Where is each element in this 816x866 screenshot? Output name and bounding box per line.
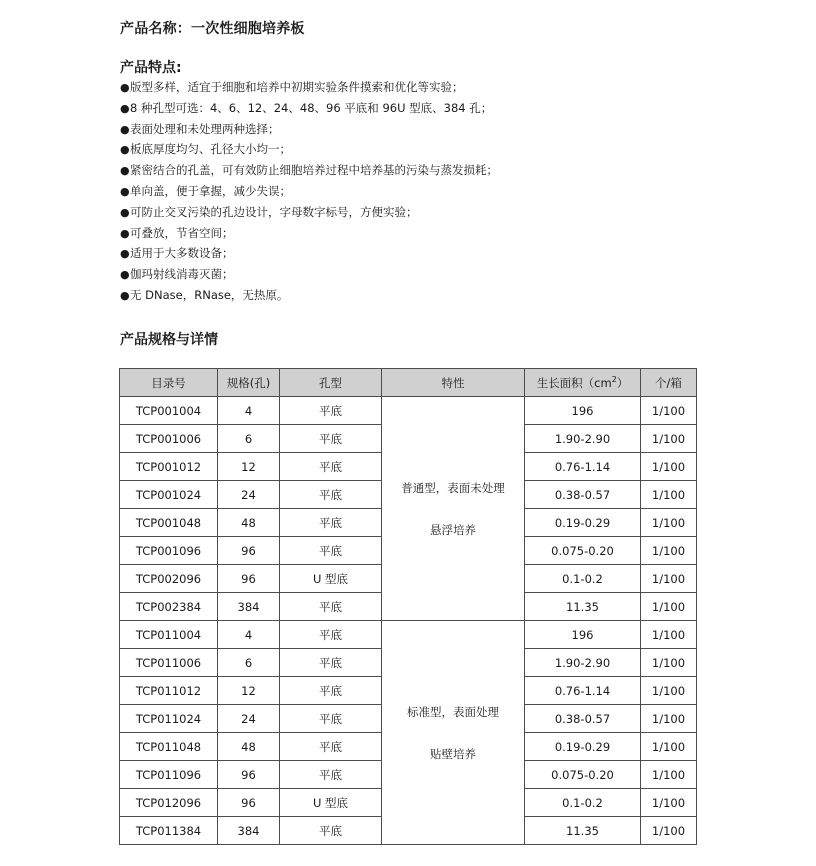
- header-area-prefix: 生长面积（cm: [536, 375, 612, 390]
- cell-catalog: TCP011096: [120, 761, 218, 789]
- cell-type: U 型底: [280, 789, 382, 817]
- cell-area: 0.38-0.57: [525, 705, 641, 733]
- header-area: [525, 369, 641, 397]
- cell-wells: 4: [218, 621, 280, 649]
- features-heading: 产品特点:: [120, 60, 182, 76]
- feature-text: 可叠放，节省空间；: [130, 225, 234, 240]
- bullet-icon: ●: [120, 143, 130, 157]
- cell-per-box: 1/100: [641, 733, 697, 761]
- cell-wells: 24: [218, 705, 280, 733]
- cell-type: 平底: [280, 453, 382, 481]
- cell-type: 平底: [280, 733, 382, 761]
- cell-type: 平底: [280, 481, 382, 509]
- header-property: 特性: [382, 369, 525, 397]
- page-title: 产品名称：一次性细胞培养板: [120, 21, 305, 37]
- feature-text: 可防止交叉污染的孔边设计，字母数字标号，方便实验；: [130, 204, 418, 219]
- cell-per-box: 1/100: [641, 425, 697, 453]
- property-line1: 标准型，表面处理: [407, 704, 499, 719]
- feature-item: [120, 181, 498, 202]
- feature-text: 伽玛射线消毒灭菌；: [130, 267, 234, 282]
- feature-text: 适用于大多数设备；: [130, 246, 234, 261]
- cell-wells: 96: [218, 565, 280, 593]
- cell-area: 0.76-1.14: [525, 677, 641, 705]
- cell-wells: 96: [218, 537, 280, 565]
- cell-wells: 96: [218, 789, 280, 817]
- bullet-icon: ●: [120, 184, 130, 198]
- cell-area: 0.1-0.2: [525, 565, 641, 593]
- cell-per-box: 1/100: [641, 677, 697, 705]
- cell-per-box: 1/100: [641, 817, 697, 845]
- cell-wells: 12: [218, 677, 280, 705]
- feature-text: 无 DNase，RNase，无热原。: [130, 287, 289, 302]
- bullet-icon: ●: [120, 226, 130, 240]
- cell-type: 平底: [280, 621, 382, 649]
- feature-text: 单向盖，便于拿握，减少失误；: [130, 183, 291, 198]
- cell-per-box: 1/100: [641, 481, 697, 509]
- table-row: [120, 397, 697, 425]
- cell-wells: 48: [218, 509, 280, 537]
- cell-catalog: TCP011004: [120, 621, 218, 649]
- bullet-icon: ●: [120, 122, 130, 136]
- table-header-row: [120, 369, 697, 397]
- cell-catalog: TCP001096: [120, 537, 218, 565]
- cell-catalog: TCP011024: [120, 705, 218, 733]
- feature-item: [120, 119, 498, 140]
- cell-per-box: 1/100: [641, 453, 697, 481]
- cell-area: 0.38-0.57: [525, 481, 641, 509]
- cell-area: 0.19-0.29: [525, 733, 641, 761]
- feature-text: 紧密结合的孔盖，可有效防止细胞培养过程中培养基的污染与蒸发损耗；: [130, 163, 498, 178]
- cell-wells: 6: [218, 649, 280, 677]
- cell-area: 0.76-1.14: [525, 453, 641, 481]
- feature-item: [120, 77, 498, 98]
- cell-area: 11.35: [525, 817, 641, 845]
- feature-item: [120, 243, 498, 264]
- feature-item: [120, 160, 498, 181]
- cell-area: 1.90-2.90: [525, 425, 641, 453]
- header-wells: 规格(孔): [218, 369, 280, 397]
- header-area-sup: 2: [611, 374, 617, 384]
- header-well-type: 孔型: [280, 369, 382, 397]
- cell-type: 平底: [280, 593, 382, 621]
- feature-item: [120, 202, 498, 223]
- cell-wells: 24: [218, 481, 280, 509]
- cell-catalog: TCP011384: [120, 817, 218, 845]
- header-area-suffix: ）: [616, 375, 629, 390]
- bullet-icon: ●: [120, 268, 130, 282]
- cell-property-group: [382, 621, 525, 845]
- feature-item: [120, 139, 498, 160]
- cell-wells: 96: [218, 761, 280, 789]
- cell-type: 平底: [280, 537, 382, 565]
- cell-catalog: TCP001012: [120, 453, 218, 481]
- cell-type: 平底: [280, 649, 382, 677]
- cell-catalog: TCP012096: [120, 789, 218, 817]
- cell-area: 196: [525, 621, 641, 649]
- header-catalog: 目录号: [120, 369, 218, 397]
- table-row: [120, 621, 697, 649]
- feature-text: 版型多样，适宜于细胞和培养中初期实验条件摸索和优化等实验；: [130, 80, 464, 94]
- cell-type: 平底: [280, 397, 382, 425]
- cell-per-box: 1/100: [641, 565, 697, 593]
- cell-type: 平底: [280, 425, 382, 453]
- cell-catalog: TCP001004: [120, 397, 218, 425]
- cell-per-box: 1/100: [641, 649, 697, 677]
- cell-per-box: 1/100: [641, 537, 697, 565]
- spec-table: [119, 368, 697, 845]
- cell-area: 0.1-0.2: [525, 789, 641, 817]
- bullet-icon: ●: [120, 101, 130, 115]
- cell-wells: 384: [218, 593, 280, 621]
- cell-type: 平底: [280, 705, 382, 733]
- cell-area: 1.90-2.90: [525, 649, 641, 677]
- cell-wells: 384: [218, 817, 280, 845]
- cell-catalog: TCP011048: [120, 733, 218, 761]
- spec-heading: 产品规格与详情: [120, 332, 218, 348]
- cell-area: 11.35: [525, 593, 641, 621]
- cell-per-box: 1/100: [641, 789, 697, 817]
- bullet-icon: ●: [120, 81, 130, 94]
- bullet-icon: ●: [120, 164, 130, 178]
- feature-item: [120, 264, 498, 285]
- cell-wells: 6: [218, 425, 280, 453]
- header-per-box: 个/箱: [641, 369, 697, 397]
- feature-item: [120, 223, 498, 244]
- cell-wells: 48: [218, 733, 280, 761]
- cell-area: 196: [525, 397, 641, 425]
- cell-area: 0.19-0.29: [525, 509, 641, 537]
- cell-type: U 型底: [280, 565, 382, 593]
- cell-per-box: 1/100: [641, 593, 697, 621]
- cell-per-box: 1/100: [641, 761, 697, 789]
- cell-catalog: TCP001024: [120, 481, 218, 509]
- cell-type: 平底: [280, 509, 382, 537]
- cell-per-box: 1/100: [641, 509, 697, 537]
- feature-text: 表面处理和未处理两种选择；: [130, 121, 280, 136]
- feature-item: [120, 98, 498, 119]
- feature-item: [120, 285, 498, 306]
- cell-area: 0.075-0.20: [525, 761, 641, 789]
- bullet-icon: ●: [120, 205, 130, 219]
- cell-type: 平底: [280, 677, 382, 705]
- cell-wells: 12: [218, 453, 280, 481]
- cell-property-group: [382, 397, 525, 621]
- feature-text: 8 种孔型可选：4、6、12、24、48、96 平底和 96U 型底、384 孔；: [130, 100, 493, 115]
- cell-catalog: TCP001006: [120, 425, 218, 453]
- cell-catalog: TCP011012: [120, 677, 218, 705]
- cell-per-box: 1/100: [641, 705, 697, 733]
- cell-type: 平底: [280, 817, 382, 845]
- cell-catalog: TCP002096: [120, 565, 218, 593]
- cell-catalog: TCP002384: [120, 593, 218, 621]
- cell-per-box: 1/100: [641, 397, 697, 425]
- property-line2: 贴壁培养: [430, 746, 476, 761]
- bullet-icon: ●: [120, 288, 130, 302]
- cell-catalog: TCP001048: [120, 509, 218, 537]
- feature-list: [120, 77, 498, 306]
- property-line1: 普通型，表面未处理: [401, 480, 505, 495]
- feature-text: 板底厚度均匀、孔径大小均一；: [130, 142, 291, 157]
- cell-catalog: TCP011006: [120, 649, 218, 677]
- cell-type: 平底: [280, 761, 382, 789]
- cell-per-box: 1/100: [641, 621, 697, 649]
- bullet-icon: ●: [120, 247, 130, 261]
- cell-area: 0.075-0.20: [525, 537, 641, 565]
- cell-wells: 4: [218, 397, 280, 425]
- property-line2: 悬浮培养: [430, 522, 476, 537]
